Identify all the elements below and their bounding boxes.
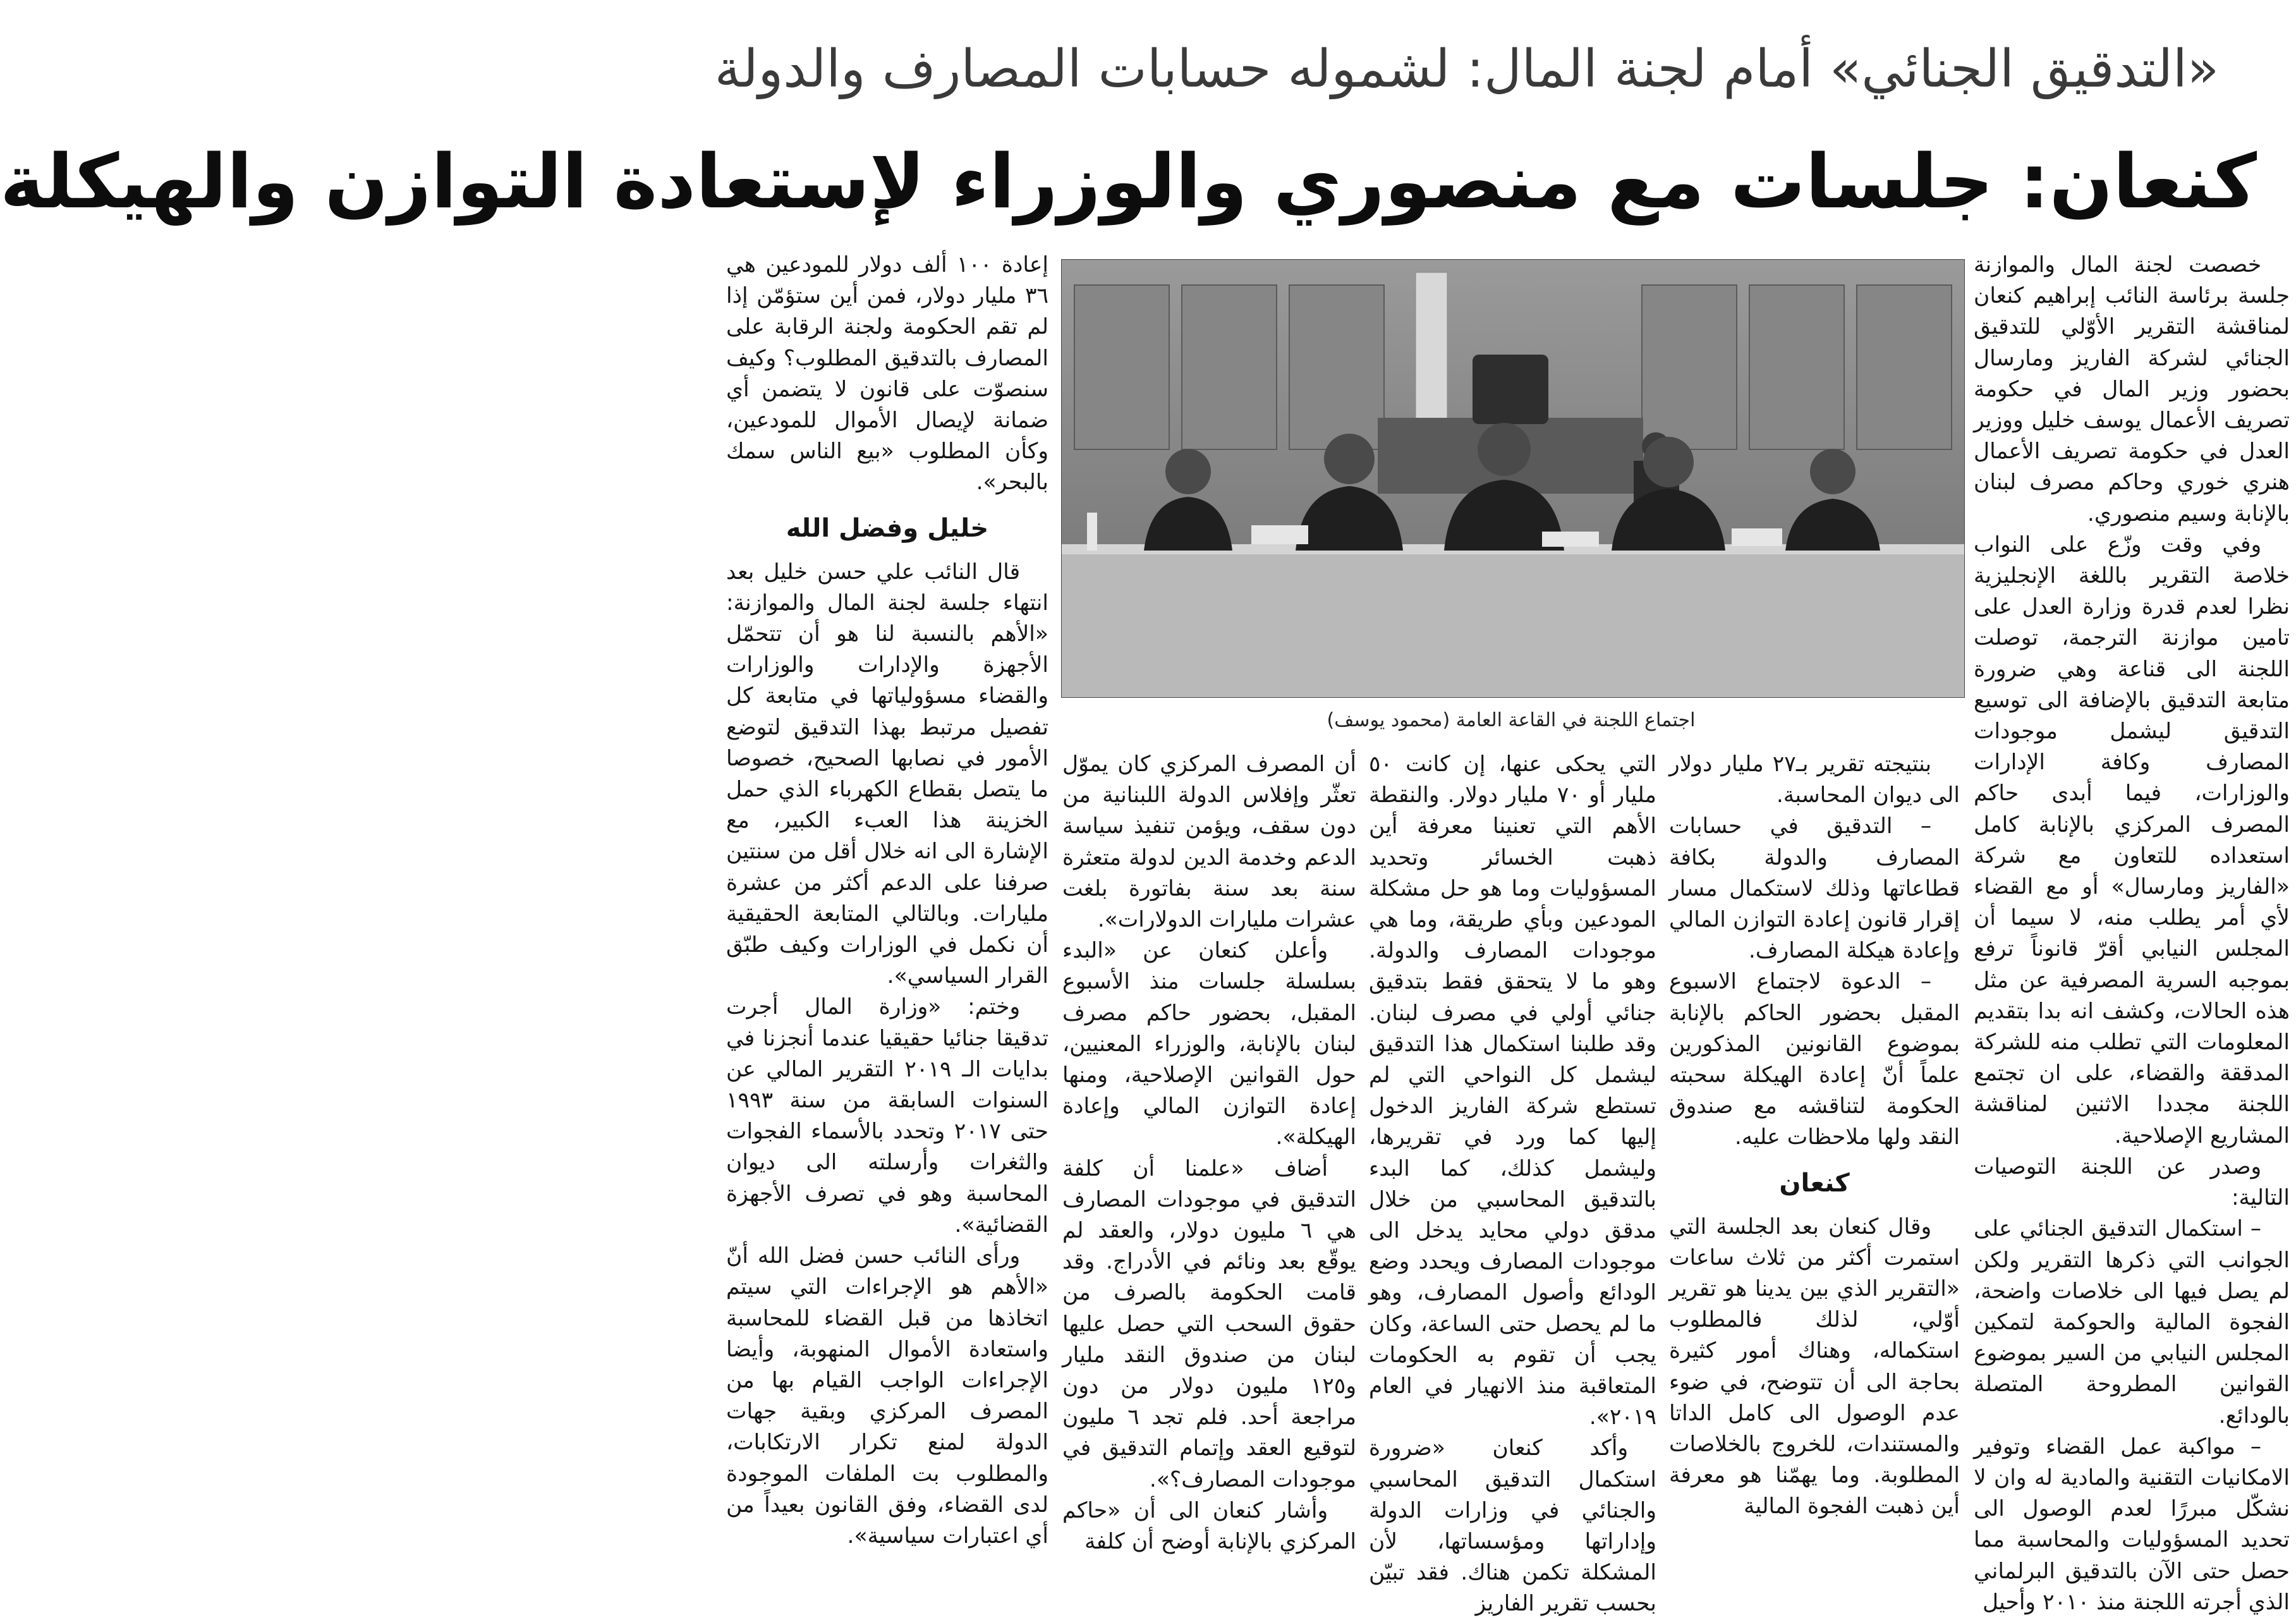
paragraph: وختم: «وزارة المال أجرت تدقيقا جنائيا حقيقيا عندما أنجزنا في بدايات الـ ٢٠١٩ التقرير المالي عن السنوات السابقة من سنة ١٩٩٣ حتى ٢٠١٧ وتحدد بالأسماء الفجوات والثغرات وأرسلته الى ديوان المحاسبة وهو في تصرف الأجهزة القضائية». [726,994,1048,1238]
paragraph: – مواكبة عمل القضاء وتوفير الامكانيات التقنية والمادية له وان لا نشكّل مبررًا لعدم الوصول الى تحديد المسؤوليات والمحاسبة مما حصل حتى الآن بالتدقيق البرلماني الذي أجرته اللجنة منذ ٢٠١٠ وأحيل [1974,1434,2290,1615]
paragraph: وفي وقت وزّع على النواب خلاصة التقرير باللغة الإنجليزية نظرا لعدم قدرة وزارة العدل على تامين موازنة الترجمة، توصلت اللجنة الى قناعة وهي ضرورة متابعة التدقيق بالإضافة الى توسيع التدقيق ليشمل موجودات المصارف وكافة الإدارات والوزارات، فيما أبدى حاكم المصرف المركزي بالإنابة كامل استعداده للتعاون مع شركة «الفاريز ومارسال» أو مع القضاء لأي أمر يطلب منه، لا سيما أن المجلس النيابي أقرّ قانوناً ترفع بموجبه السرية المصرفية عن مثل هذه الحالات، وكشف انه بدا بتقديم المعلومات التي تطلب منه للشركة المدققة والقضاء، على ان تجتمع اللجنة مجددا الاثنين لمناقشة المشاريع الإصلاحية. [1974,532,2290,1148]
paragraph: وأكد كنعان «ضرورة استكمال التدقيق المحاسبي والجنائي في وزارات الدولة وإداراتها ومؤسساتها، لأن المشكلة تكمن هناك. فقد تبيّن بحسب تقرير الفاريز [1369,1435,1656,1617]
paragraph: وصدر عن اللجنة التوصيات التالية: [1974,1154,2290,1211]
paragraph: أضاف «علمنا أن كلفة التدقيق في موجودات المصارف هي ٦ مليون دولار، والعقد لم يوقّع بعد ونائم في الأدراج. وقد قامت الحكومة بالصرف من حقوق السحب التي حصل عليها لبنان من صندوق النقد مليار و١٢٥ مليون دولار من دون مراجعة أحد. فلم تجد ٦ مليون لتوقيع العقد وإتمام التدقيق في موجودات المصارف؟». [1062,1155,1356,1492]
paragraph: وأعلن كنعان عن «البدء بسلسلة جلسات منذ الأسبوع المقبل، بحضور حاكم مصرف لبنان بالإنابة، والوزراء المعنيين، حول القوانين الإصلاحية، ومنها إعادة التوازن المالي وإعادة الهيكلة». [1062,938,1356,1150]
article-kicker: «التدقيق الجنائي» أمام لجنة المال: لشموله حسابات المصارف والدولة [714,39,2219,99]
paragraph: إعادة ١٠٠ ألف دولار للمودعين هي ٣٦ مليار دولار، فمن أين ستؤمّن إذا لم تقم الحكومة ولجنة الرقابة على المصارف بالتدقيق المطلوب؟ وكيف سنصوّت على قانون لا يتضمن أي ضمانة لإيصال الأموال للمودعين، وكأن المطلوب «بيع الناس سمك بالبحر». [726,252,1049,496]
paragraph: وأشار كنعان الى أن «حاكم المركزي بالإنابة أوضح أن كلفة [1062,1497,1356,1555]
paragraph: قال النائب علي حسن خليل بعد انتهاء جلسة لجنة المال والموازنة: «الأهم بالنسبة لنا هو أن تتحمّل الأجهزة والإدارات والوزارات والقضاء مسؤولياتها في متابعة كل تفصيل مرتبط بهذا التدقيق لتوضع الأمور في نصابها الصحيح، خصوصا ما يتصل بقطاع الكهرباء الذي حمل الخزينة هذا العبء الكبير، مع الإشارة الى انه خلال أقل من سنتين صرفنا على الدعم أكثر من عشرة مليارات. وبالتالي المتابعة الحقيقية أن نكمل في الوزارات وكيف طبّق القرار السياسي». [726,559,1048,989]
column-middle-1 [1669,749,1960,1520]
article-headline: كنعان: جلسات مع منصوري والوزراء لإستعادة التوازن والهيكلة [0,138,2257,225]
paragraph: ورأى النائب حسن فضل الله أنّ «الأهم هو الإجراءات التي سيتم اتخاذها من قبل القضاء للمحاسبة واستعادة الأموال المنهوبة، وأيضا الإجراءات الواجب القيام بها من المصرف المركزي وبقية جهات الدولة لمنع تكرار الارتكابات، والمطلوب بت الملفات الموجودة لدى القضاء، وفق القانون بعيداً من أي اعتبارات سياسية». [726,1243,1048,1549]
paragraph: – التدقيق في حسابات المصارف والدولة بكافة قطاعاتها وذلك لاستكمال مسار إقرار قانون إعادة التوازن المالي وإعادة هيكلة المصارف. [1669,813,1960,964]
paragraph: أن المصرف المركزي كان يموّل تعثّر وإفلاس الدولة اللبنانية من دون سقف، ويؤمن تنفيذ سياسة الدعم وخدمة الدين لدولة متعثرة سنة بعد سنة بفاتورة بلغت عشرات مليارات الدولارات». [1062,752,1356,933]
column-middle-3 [1062,749,1356,1555]
paragraph: بنتيجته تقرير بـ٢٧ مليار دولار الى ديوان المحاسبة. [1669,752,1960,808]
paragraph: وقال كنعان بعد الجلسة التي استمرت أكثر من ثلاث ساعات «التقرير الذي بين يدينا هو تقرير أوّلي، لذلك فالمطلوب استكماله، وهناك أمور كثيرة بحاجة الى أن تتوضح، في ضوء عدم الوصول الى كامل الداتا والمستندات، للخروج بالخلاصات المطلوبة. وما يهمّنا هو معرفة أين ذهبت الفجوة المالية [1669,1214,1960,1520]
photo-illustration [1062,260,1964,697]
paragraph: – استكمال التدقيق الجنائي على الجوانب التي ذكرها التقرير ولكن لم يصل فيها الى خلاصات واضحة، الفجوة المالية والحوكمة لتمكين المجلس النيابي من السير بموضوع القوانين المطروحة المتصلة بالودائع. [1974,1216,2290,1428]
column-left [726,250,1049,1549]
meeting-photo [1061,259,1965,698]
paragraph: – الدعوة لاجتماع الاسبوع المقبل بحضور الحاكم بالإنابة بموضوع القانونين المذكورين علماً أنّ إعادة الهيكلة سحبته الحكومة لتناقشه مع صندوق النقد ولها ملاحظات عليه. [1669,969,1960,1150]
paragraph: خصصت لجنة المال والموازنة جلسة برئاسة النائب إبراهيم كنعان لمناقشة التقرير الأوّلي للتدقيق الجنائي لشركة الفاريز ومارسال بحضور وزير المال في حكومة تصريف الأعمال يوسف خليل ووزير العدل في حكومة تصريف الأعمال هنري خوري وحاكم مصرف لبنان بالإنابة وسيم منصوري. [1974,252,2290,527]
photo-caption: اجتماع اللجنة في القاعة العامة (محمود يوسف) [1327,709,1696,731]
column-right [1974,250,2290,1615]
section-heading-kanaan: كنعان [1779,1168,1850,1198]
column-middle-2 [1369,749,1656,1617]
paragraph: التي يحكى عنها، إن كانت ٥٠ مليار أو ٧٠ مليار دولار. والنقطة الأهم التي تعنينا معرفة أين ذهبت الخسائر وتحديد المسؤوليات وما هو حل مشكلة المودعين وبأي طريقة، وما هي موجودات المصارف والدولة. وهو ما لا يتحقق فقط بتدقيق جنائي أولي في مصرف لبنان. وقد طلبنا استكمال هذا التدقيق ليشمل كل النواحي التي لم تستطع شركة الفاريز الدخول إليها كما ورد في تقريرها، وليشمل كذلك، كما البدء بالتدقيق المحاسبي من خلال مدقق دولي محايد يدخل الى موجودات المصارف ويحدد وضع الودائع وأصول المصارف، وهو ما لم يحصل حتى الساعة، وكان يجب أن تقوم به الحكومات المتعاقبة منذ الانهيار في العام ٢٠١٩». [1369,752,1656,1430]
section-heading-khalil-fadlallah: خليل وفضل الله [786,513,989,543]
